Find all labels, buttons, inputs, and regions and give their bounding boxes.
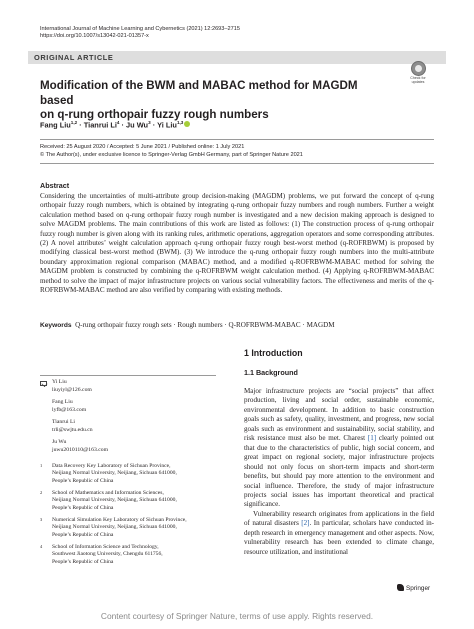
citation-link[interactable]: [2]	[301, 519, 310, 528]
divider	[40, 163, 434, 164]
abstract-body: Considering the uncertainties of multi-attribute group decision-making (MAGDM) problems, we put forward the concept of q-rung orthopair fuzzy rough numbers, which is obtained by integrating q-rung orthopair fuzzy numbers and rough numbers. Further a weight calculation method based on q-rung orthopair fuzzy rough number is investigated and a new decision making approach is designed to solve MAGDM problems. The main contributions of this work are listed as follows: (1) The construction process of q-rung orthopair fuzzy rough number is given along with its ranking rules, arithmetic operations, aggregation operators and some corresponding attributes. (2) A novel attributes’ weight calculation approach q-rung orthopair fuzzy rough best-worst method (q-ROFRBWM) is proposed by modifying classical best-worst method (BWM). (3) We introduce the q-rung orthopair fuzzy rough numbers into the multi-attribute boundary approximation regional comparison (MABAC) method, and a modified q-ROFRBWM-MABAC method for solving the MAGDM problem is constructed by combining the q-ROFRBWM weight calculation method. (4) Applying q-ROFRBWM-MABAC method to solve the impact of major infrastructure projects on various social vulnerability factors. The effectiveness and merits of the q-ROFRBWM-MABAC method are also verified by comparing with existing methods.	[40, 192, 434, 295]
doi-link[interactable]: https://doi.org/10.1007/s13042-021-01357-x	[40, 33, 149, 40]
publisher-name: Springer	[406, 585, 431, 592]
paper-title	[40, 79, 380, 123]
affiliation-number: 3	[40, 517, 43, 522]
envelope-icon	[40, 381, 47, 386]
title-line-2: on q-rung orthopair fuzzy rough numbers	[40, 108, 269, 122]
affiliation-line: School of Information Science and Technology,	[52, 544, 159, 550]
received-dates: Received: 25 August 2020 / Accepted: 5 June 2021 / Published online: 1 July 2021	[40, 144, 245, 150]
title-line-1: Modification of the BWM and MABAC method for MAGDM based	[40, 79, 358, 107]
footnote-divider	[40, 375, 216, 376]
affiliation-line: Numerical Simulation Key Laboratory of Sichuan Province,	[52, 517, 187, 523]
author-affiliation-marker: 3	[148, 120, 151, 125]
contact-name: Ju Wu	[52, 439, 67, 445]
contact-email[interactable]: juwu2010110@163.com	[52, 446, 109, 453]
paragraph-text: . In particular, scholars have conducted in-depth research in emergency management and other aspects. Now, vulnerability research has been extended to climate change, resource utilization, and institutional	[244, 519, 435, 556]
author-name: Yi Liu	[157, 120, 177, 130]
author-affiliation-marker: 1,3	[176, 120, 184, 125]
contact-email[interactable]: lyfb@163.com	[52, 406, 87, 413]
introduction-body	[244, 387, 434, 557]
affiliation-line: Neijiang Normal University, Neijiang, Sichuan 641000,	[52, 524, 177, 531]
author-name: Ju Wu	[126, 120, 149, 130]
affiliation-number: 4	[40, 544, 43, 549]
affiliation-line: Neijiang Normal University, Neijiang, Sichuan 641000,	[52, 497, 177, 504]
author-list: Fang Liu$^{1,2}$ · Tianrui $Li^4 \cdot Ju$ $Wu^3 \cdot Yi$ Liu$^{1,3}$	[40, 120, 190, 129]
affiliation-line: Southwest Jiaotong University, Chengdu 611756,	[52, 551, 163, 558]
subsection-heading-background: 1.1 Background	[244, 368, 298, 377]
author-name: Tianrui Li	[83, 120, 117, 130]
affiliation	[52, 463, 222, 485]
affiliation-line: Data Recovery Key Laboratory of Sichuan Province,	[52, 463, 171, 469]
affiliation-number: 2	[40, 490, 43, 495]
affiliation	[52, 544, 222, 566]
contact-email[interactable]: liuyiyl@126.com	[52, 386, 92, 393]
check-updates-label: Check for updates	[410, 76, 426, 85]
paragraph	[244, 510, 434, 557]
orcid-icon[interactable]	[184, 121, 190, 127]
affiliation	[52, 517, 222, 539]
content-credit-footer: Content courtesy of Springer Nature, terms of use apply. Rights reserved.	[100, 611, 374, 621]
author-name: Fang Liu	[40, 120, 71, 130]
affiliation-number: 1	[40, 463, 43, 468]
contact-email[interactable]: trli@swjtu.edu.cn	[52, 426, 93, 433]
affiliation-line: Neijiang Normal University, Neijiang, Sichuan 641000,	[52, 470, 177, 477]
paragraph-text: clearly pointed out that due to the characteristics of public, high social concern, and great impact on regional society, major infrastructure projects should not only focus on short-term impacts and short-term benefits, but should pay more attention to the environment and social influence. Therefore, the study of major infrastructure projects social issues has important theoretical and practical significance.	[244, 434, 434, 509]
publisher-mark	[397, 584, 430, 592]
affiliation-line: People’s Republic of China	[52, 504, 114, 511]
contact-entry	[52, 439, 108, 454]
abstract-heading: Abstract	[40, 181, 70, 190]
affiliation-line: People’s Republic of China	[52, 531, 114, 538]
check-updates-icon	[411, 61, 426, 76]
contact-name: Yi Liu	[52, 379, 67, 385]
journal-citation	[40, 26, 240, 41]
springer-horse-logo-icon	[397, 584, 404, 591]
check-for-updates-badge[interactable]	[404, 61, 432, 87]
author-affiliation-marker: 1,2	[70, 120, 78, 125]
affiliation-line: School of Mathematics and Information Sciences,	[52, 490, 164, 496]
paragraph-text: Vulnerability research originates from applications in the field of natural disasters	[244, 509, 434, 528]
contact-entry	[52, 419, 93, 434]
citation-link[interactable]: [1]	[367, 434, 377, 443]
contact-name: Fang Liu	[52, 399, 73, 405]
contact-entry	[52, 379, 92, 394]
contact-name: Tianrui Li	[52, 419, 76, 425]
affiliation	[52, 490, 222, 512]
keywords	[40, 321, 434, 330]
journal-title-line: International Journal of Machine Learning and Cybernetics (2021) 12:2693–2715	[40, 26, 240, 32]
section-heading-introduction: 1 Introduction	[244, 348, 303, 358]
affiliation-line: People’s Republic of China	[52, 558, 114, 565]
contact-entry	[52, 399, 86, 414]
author-affiliation-marker: 4	[116, 120, 120, 125]
paragraph	[244, 387, 434, 510]
article-type-label: ORIGINAL ARTICLE	[34, 53, 114, 62]
copyright-line: © The Author(s), under exclusive licence to Springer-Verlag GmbH Germany, part of Springer Nature 2021	[40, 152, 303, 158]
affiliation-line: People’s Republic of China	[52, 477, 114, 484]
keywords-label: Keywords	[40, 322, 72, 329]
paragraph-text: Major infrastructure projects are “social projects” that affect production, living and social order, sustainable economic, environmental development. In addition to basic construction goals such as safety, quality, investment, and progress, new social goals such as environment and sustainability, social stability, and risk resistance must also be met. Charest	[244, 387, 434, 443]
keywords-list: Q-rung orthopair fuzzy rough sets · Rough numbers · Q-ROFRBWM-MABAC · MAGDM	[75, 321, 335, 329]
divider	[40, 139, 434, 140]
